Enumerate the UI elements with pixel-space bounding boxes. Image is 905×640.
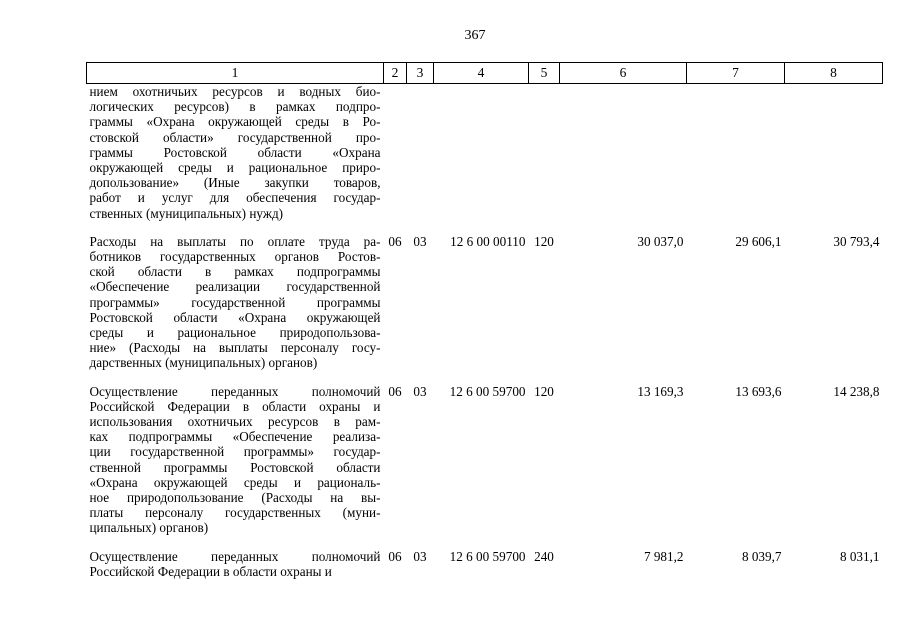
description-line: Российской Федерации в области охраны и bbox=[89, 398, 381, 414]
description-line: ции государственной программы» государ- bbox=[89, 444, 381, 460]
table-row bbox=[87, 384, 883, 536]
description-line: Ростовской области «Охрана окружающей bbox=[89, 309, 381, 325]
description-line: окружающей среды и рациональное приро- bbox=[89, 160, 381, 176]
amount-year-1: 30 037,0 bbox=[637, 233, 684, 249]
target-article-code: 12 6 00 59700 bbox=[449, 383, 526, 399]
table-row bbox=[87, 549, 883, 579]
column-header-1: 1 bbox=[87, 63, 384, 84]
column-header-3: 3 bbox=[407, 63, 434, 84]
description-line: платы персоналу государственных (муни- bbox=[89, 505, 381, 521]
description-line: Российской Федерации в области охраны и bbox=[89, 563, 332, 579]
description-line: Осуществление переданных полномочий bbox=[89, 548, 381, 564]
row-description bbox=[87, 384, 384, 536]
description-line: нием охотничьих ресурсов и водных био- bbox=[89, 84, 381, 99]
row-spacer bbox=[87, 221, 883, 234]
description-line: ботников государственных органов Ростов- bbox=[89, 249, 381, 265]
column-header-7: 7 bbox=[687, 63, 785, 84]
description-line: программы» государственной программы bbox=[89, 294, 381, 310]
description-line: дарственных (муниципальных) органов) bbox=[89, 355, 318, 371]
amount-year-3: 14 238,8 bbox=[833, 383, 880, 399]
subsection-code: 03 bbox=[413, 383, 427, 399]
expense-type-code: 240 bbox=[534, 548, 554, 564]
table-row bbox=[87, 84, 883, 221]
amount-year-1: 7 981,2 bbox=[643, 548, 684, 564]
description-line: ках подпрограммы «Обеспечение реализа- bbox=[89, 429, 381, 445]
expense-type-code: 120 bbox=[534, 233, 554, 249]
description-line: логических ресурсов) в рамках подпро- bbox=[89, 99, 381, 115]
description-line: ской области в рамках подпрограммы bbox=[89, 264, 381, 280]
description-line: среды и рациональное природопользова- bbox=[89, 325, 381, 341]
row-description bbox=[87, 549, 384, 579]
description-line: Осуществление переданных полномочий bbox=[89, 383, 381, 399]
description-line: Расходы на выплаты по оплате труда ра- bbox=[89, 233, 381, 249]
row-description bbox=[87, 84, 384, 221]
row-description bbox=[87, 234, 384, 371]
amount-year-2: 8 039,7 bbox=[741, 548, 782, 564]
description-line: стовской области» государственной про- bbox=[89, 129, 381, 145]
expense-type-code: 120 bbox=[534, 383, 554, 399]
description-line: граммы Ростовской области «Охрана bbox=[89, 144, 381, 160]
amount-year-3 bbox=[785, 84, 883, 221]
description-line: работ и услуг для обеспечения государ- bbox=[89, 190, 381, 206]
target-article-code: 12 6 00 59700 bbox=[449, 548, 526, 564]
description-line: граммы «Охрана окружающей среды в Ро- bbox=[89, 114, 381, 130]
row-spacer bbox=[87, 371, 883, 384]
description-line: ципальных) органов) bbox=[89, 520, 209, 536]
description-line: допользование» (Иные закупки товаров, bbox=[89, 175, 381, 191]
column-header-6: 6 bbox=[560, 63, 687, 84]
description-line: ное природопользование (Расходы на вы- bbox=[89, 490, 381, 506]
section-code: 06 bbox=[388, 383, 402, 399]
amount-year-3: 30 793,4 bbox=[833, 233, 880, 249]
target-article-code: 12 6 00 00110 bbox=[450, 233, 526, 249]
column-header-4: 4 bbox=[434, 63, 529, 84]
column-header-5: 5 bbox=[529, 63, 560, 84]
column-header-8: 8 bbox=[785, 63, 883, 84]
amount-year-1 bbox=[560, 84, 687, 221]
header-row bbox=[87, 63, 883, 84]
description-line: использования охотничьих ресурсов в рам- bbox=[89, 414, 381, 430]
budget-table bbox=[86, 62, 883, 579]
description-line: «Охрана окружающей среды и рациональ- bbox=[89, 474, 381, 490]
row-spacer bbox=[87, 536, 883, 549]
target-article-code bbox=[434, 84, 529, 221]
description-line: ственных (муниципальных) нужд) bbox=[89, 205, 284, 221]
description-line: ственной программы Ростовской области bbox=[89, 459, 381, 475]
amount-year-2 bbox=[687, 84, 785, 221]
subsection-code: 03 bbox=[413, 233, 427, 249]
amount-year-3: 8 031,1 bbox=[839, 548, 880, 564]
subsection-code bbox=[407, 84, 434, 221]
section-code bbox=[384, 84, 407, 221]
column-header-2: 2 bbox=[384, 63, 407, 84]
amount-year-2: 13 693,6 bbox=[735, 383, 782, 399]
description-line: «Обеспечение реализации государственной bbox=[89, 279, 381, 295]
amount-year-2: 29 606,1 bbox=[735, 233, 782, 249]
page-number: 367 bbox=[464, 28, 486, 43]
expense-type-code bbox=[529, 84, 560, 221]
section-code: 06 bbox=[388, 548, 402, 564]
section-code: 06 bbox=[388, 233, 402, 249]
subsection-code: 03 bbox=[413, 548, 427, 564]
table-row bbox=[87, 234, 883, 371]
amount-year-1: 13 169,3 bbox=[637, 383, 684, 399]
description-line: ние» (Расходы на выплаты персоналу госу- bbox=[89, 340, 381, 356]
